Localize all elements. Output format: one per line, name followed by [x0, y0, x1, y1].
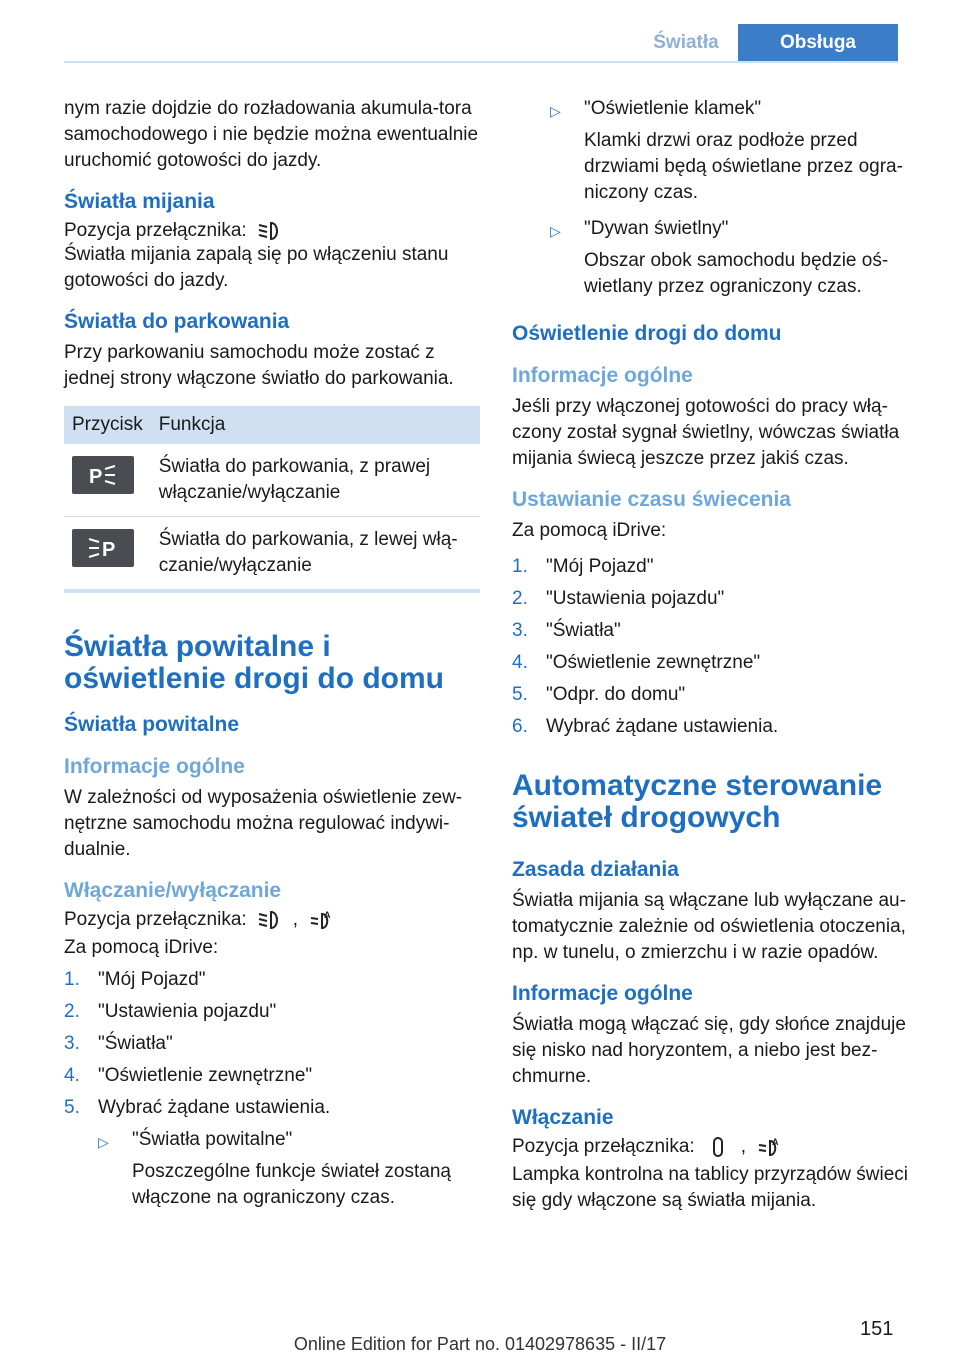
svg-text:A: A — [323, 910, 331, 920]
home-light-heading: Oświetlenie drogi do domu — [512, 322, 782, 345]
welcome-info-text: W zależności od wyposażenia oświetlenie zew-nętrzne samochodu można regulować indywi-dualnie. — [64, 787, 463, 860]
principle-text: Światła mijania są włączane lub wyłączane au-tomatycznie zależnie od oświetlenia otoczenia, np. w tunelu, o zmierzchu i w razie opadów. — [512, 890, 906, 963]
option-text: Obszar obok samochodu będzie oś-wietlany przez ograniczony czas. — [584, 250, 889, 297]
auto-light-icon — [756, 1136, 782, 1158]
list-item — [550, 96, 932, 206]
header-divider — [64, 61, 898, 63]
parking-light-right-icon — [72, 456, 134, 494]
table-row — [64, 444, 480, 517]
welcome-steps-list — [64, 967, 480, 1121]
home-steps-list — [512, 554, 932, 740]
home-info-text: Jeśli przy włączonej gotowości do pracy włą-czony został sygnał świetlny, wówczas światła mijania świecą jeszcze przez jakiś czas. — [512, 396, 900, 469]
svg-text:A: A — [771, 1137, 779, 1147]
auto-light-icon — [308, 909, 334, 931]
welcome-options-list — [98, 1127, 480, 1211]
switch-position-label: Pozycja przełącznika: — [512, 1136, 695, 1157]
low-beam-text: Światła mijania zapalą się po włączeniu stanu gotowości do jazdy. — [64, 244, 449, 291]
comma-separator: , — [292, 909, 298, 930]
option-title: "Dywan świetlny" — [584, 218, 729, 239]
list-item — [98, 1127, 480, 1211]
list-item — [550, 216, 932, 300]
header-section-tab: Światła — [634, 24, 738, 61]
option-title: "Światła powitalne" — [132, 1129, 293, 1150]
list-item: 2. "Ustawienia pojazdu" — [64, 1001, 277, 1022]
parking-light-left-icon — [72, 529, 134, 567]
onoff-heading: Włączanie/wyłączanie — [64, 879, 282, 902]
low-beam-icon — [257, 909, 283, 931]
switch-position-label: Pozycja przełącznika: — [64, 220, 247, 241]
footer-edition: Online Edition for Part no. 01402978635 - II/17 — [293, 1334, 667, 1354]
auto-high-beam-heading: Automatyczne sterowanie świateł drogowych — [512, 769, 883, 834]
list-item: 3. "Światła" — [512, 620, 621, 641]
svg-text:P: P — [89, 466, 103, 488]
table-row — [64, 517, 480, 592]
list-item: 5. "Odpr. do domu" — [512, 684, 686, 705]
low-beam-heading: Światła mijania — [64, 190, 215, 213]
table-cell-function: Światła do parkowania, z lewej włą-czanie/wyłączanie — [151, 517, 480, 592]
switch-position-label: Pozycja przełącznika: — [64, 909, 247, 930]
switch-on-heading: Włączanie — [512, 1106, 614, 1129]
switch-on-text: Lampka kontrolna na tablicy przyrządów świeci się gdy włączone są światła mijania. — [512, 1164, 909, 1211]
option-title: "Oświetlenie klamek" — [584, 98, 762, 119]
low-beam-switch-line — [64, 220, 480, 242]
welcome-light-heading: Światła powitalne — [64, 713, 240, 736]
general-info-heading: Informacje ogólne — [512, 982, 693, 1005]
welcome-section-heading: Światła powitalne i oświetlenie drogi do domu — [64, 630, 445, 695]
idrive-label: Za pomocą iDrive: — [64, 937, 219, 958]
time-setting-heading: Ustawianie czasu świecenia — [512, 488, 791, 511]
list-item: 6. Wybrać żądane ustawienia. — [512, 716, 779, 737]
principle-heading: Zasada działania — [512, 858, 679, 881]
triangle-bullet-icon: ▷ — [550, 103, 561, 119]
triangle-bullet-icon: ▷ — [550, 223, 561, 239]
parking-light-text: Przy parkowaniu samochodu może zostać z jednej strony włączone światło do parkowania. — [64, 342, 454, 389]
header-chapter-tab: Obsługa — [738, 24, 898, 61]
light-off-icon — [705, 1136, 731, 1158]
option-text: Poszczególne funkcje świateł zostaną włączone na ograniczony czas. — [132, 1161, 451, 1208]
right-column — [512, 96, 932, 1214]
table-header-function: Funkcja — [151, 406, 480, 444]
triangle-bullet-icon: ▷ — [98, 1134, 109, 1150]
list-item: 4. "Oświetlenie zewnętrzne" — [512, 652, 761, 673]
low-beam-icon — [257, 220, 283, 242]
list-item: 3. "Światła" — [64, 1033, 173, 1054]
welcome-options-list-cont — [550, 96, 932, 300]
general-info-text: Światła mogą włączać się, gdy słońce znajduje się nisko nad horyzontem, a niebo jest bez-chmurne. — [512, 1014, 906, 1087]
switch-on-line — [512, 1136, 932, 1158]
list-item: 1. "Mój Pojazd" — [512, 556, 654, 577]
list-item: 4. "Oświetlenie zewnętrzne" — [64, 1065, 313, 1086]
intro-text: nym razie dojdzie do rozładowania akumula-tora samochodowego i nie będzie można ewentualnie uruchomić gotowości do jazdy. — [64, 98, 479, 171]
table-header-button: Przycisk — [64, 406, 151, 444]
parking-light-heading: Światła do parkowania — [64, 310, 290, 333]
list-item: 2. "Ustawienia pojazdu" — [512, 588, 725, 609]
list-item: 5. Wybrać żądane ustawienia. — [64, 1097, 331, 1118]
parking-light-table — [64, 406, 480, 593]
page-number: 151 — [860, 1318, 894, 1340]
idrive-label: Za pomocą iDrive: — [512, 520, 667, 541]
left-column — [64, 96, 480, 1221]
welcome-info-heading: Informacje ogólne — [64, 755, 245, 778]
option-text: Klamki drzwi oraz podłoże przed drzwiami będą oświetlane przez ogra-niczony czas. — [584, 130, 903, 203]
svg-text:P: P — [102, 539, 116, 561]
home-info-heading: Informacje ogólne — [512, 364, 693, 387]
comma-separator: , — [740, 1136, 746, 1157]
list-item: 1. "Mój Pojazd" — [64, 969, 206, 990]
onoff-switch-line — [64, 909, 480, 931]
table-cell-function: Światła do parkowania, z prawej włączanie/wyłączanie — [151, 444, 480, 517]
